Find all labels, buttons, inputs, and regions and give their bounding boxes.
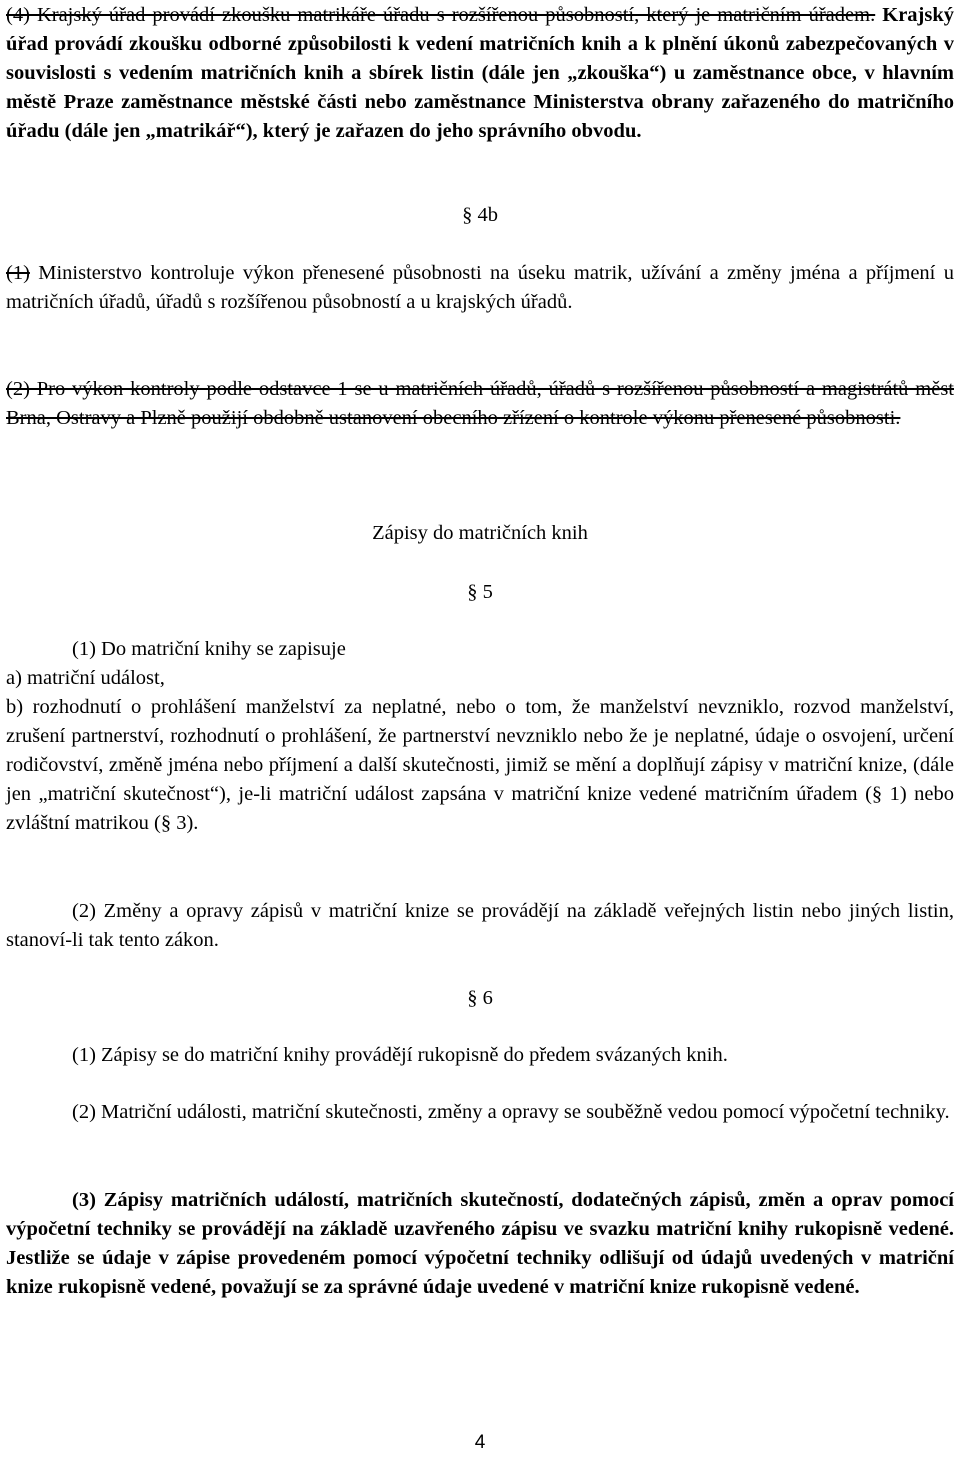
part-title: Zápisy do matričních knih: [372, 522, 588, 544]
section-heading-4b: § 4b: [462, 204, 498, 226]
struck-text: (4) Krajský úřad provádí zkoušku matrikáře úřadu s rozšířenou působností, který je matričním úřadem.: [6, 4, 876, 26]
page-number: 4: [474, 1432, 486, 1453]
section-6-paragraph-2: (2) Matriční události, matriční skutečnosti, změny a opravy se souběžně vedou pomocí výpočetní techniky.: [72, 1101, 950, 1123]
section-4b-paragraph-1: [6, 259, 954, 317]
section-5-paragraph-1-intro: (1) Do matriční knihy se zapisuje: [72, 638, 346, 660]
section-5-item-b: b) rozhodnutí o prohlášení manželství za neplatné, nebo o tom, že manželství nevzniklo, rozvod manželství, zrušení partnerství, rozhodnutí o prohlášení, že partnerství nevzniklo nebo že je neplatné, údaje o osvojení, určení rodičovství, změně jména nebo příjmení a další skutečnosti, jimiž se mění a doplňují zápisy v matriční knize, (dále jen „matriční skutečnost“), je-li matriční událost zapsána v matriční knize vedené matričním úřadem (§ 1) nebo zvláštní matrikou (§ 3).: [6, 696, 954, 834]
struck-paragraph-number: (1): [6, 262, 30, 284]
section-6-paragraph-3: (3) Zápisy matričních událostí, matričních skutečností, dodatečných zápisů, změn a oprav pomocí výpočetní techniky se provádějí na základě uzavřeného zápisu ve svazku matriční knihy rukopisně vedené. Jestliže se údaje v zápise provedeném pomocí výpočetní techniky odlišují od údajů uvedených v matriční knize rukopisně vedené, považují se za správné údaje uvedené v matriční knize rukopisně vedené.: [6, 1189, 954, 1298]
section-heading-5: § 5: [467, 581, 493, 603]
section-5-item-a: a) matriční událost,: [6, 667, 165, 689]
section-6-paragraph-1: (1) Zápisy se do matriční knihy provádějí rukopisně do předem svázaných knih.: [72, 1044, 728, 1066]
section-4-paragraph-4: [6, 1, 954, 146]
section-5-paragraph-2: (2) Změny a opravy zápisů v matriční knize se provádějí na základě veřejných listin nebo jiných listin, stanoví-li tak tento zákon.: [6, 900, 954, 951]
section-heading-6: § 6: [467, 987, 493, 1009]
paragraph-text: Ministerstvo kontroluje výkon přenesené působnosti na úseku matrik, užívání a změny jména a příjmení u matričních úřadů, úřadů s rozšířenou působností a u krajských úřadů.: [6, 262, 954, 313]
section-4b-paragraph-2-struck: (2) Pro výkon kontroly podle odstavce 1 se u matričních úřadů, úřadů s rozšířenou působností a magistrátů měst Brna, Ostravy a Plzně použijí obdobně ustanovení obecního zřízení o kontrole výkonu přenesené působnosti.: [6, 378, 954, 429]
amended-text: Krajský úřad provádí zkoušku odborné způsobilosti k vedení matričních knih a k plnění úkonů zabezpečovaných v souvislosti s vedením matričních knih a sbírek listin (dále jen „zkouška“) u zaměstnance obce, v hlavním městě Praze zaměstnance městské části nebo zaměstnance Ministerstva obrany zařazeného do matričního úřadu (dále jen „matrikář“), který je zařazen do jeho správního obvodu.: [6, 4, 954, 142]
